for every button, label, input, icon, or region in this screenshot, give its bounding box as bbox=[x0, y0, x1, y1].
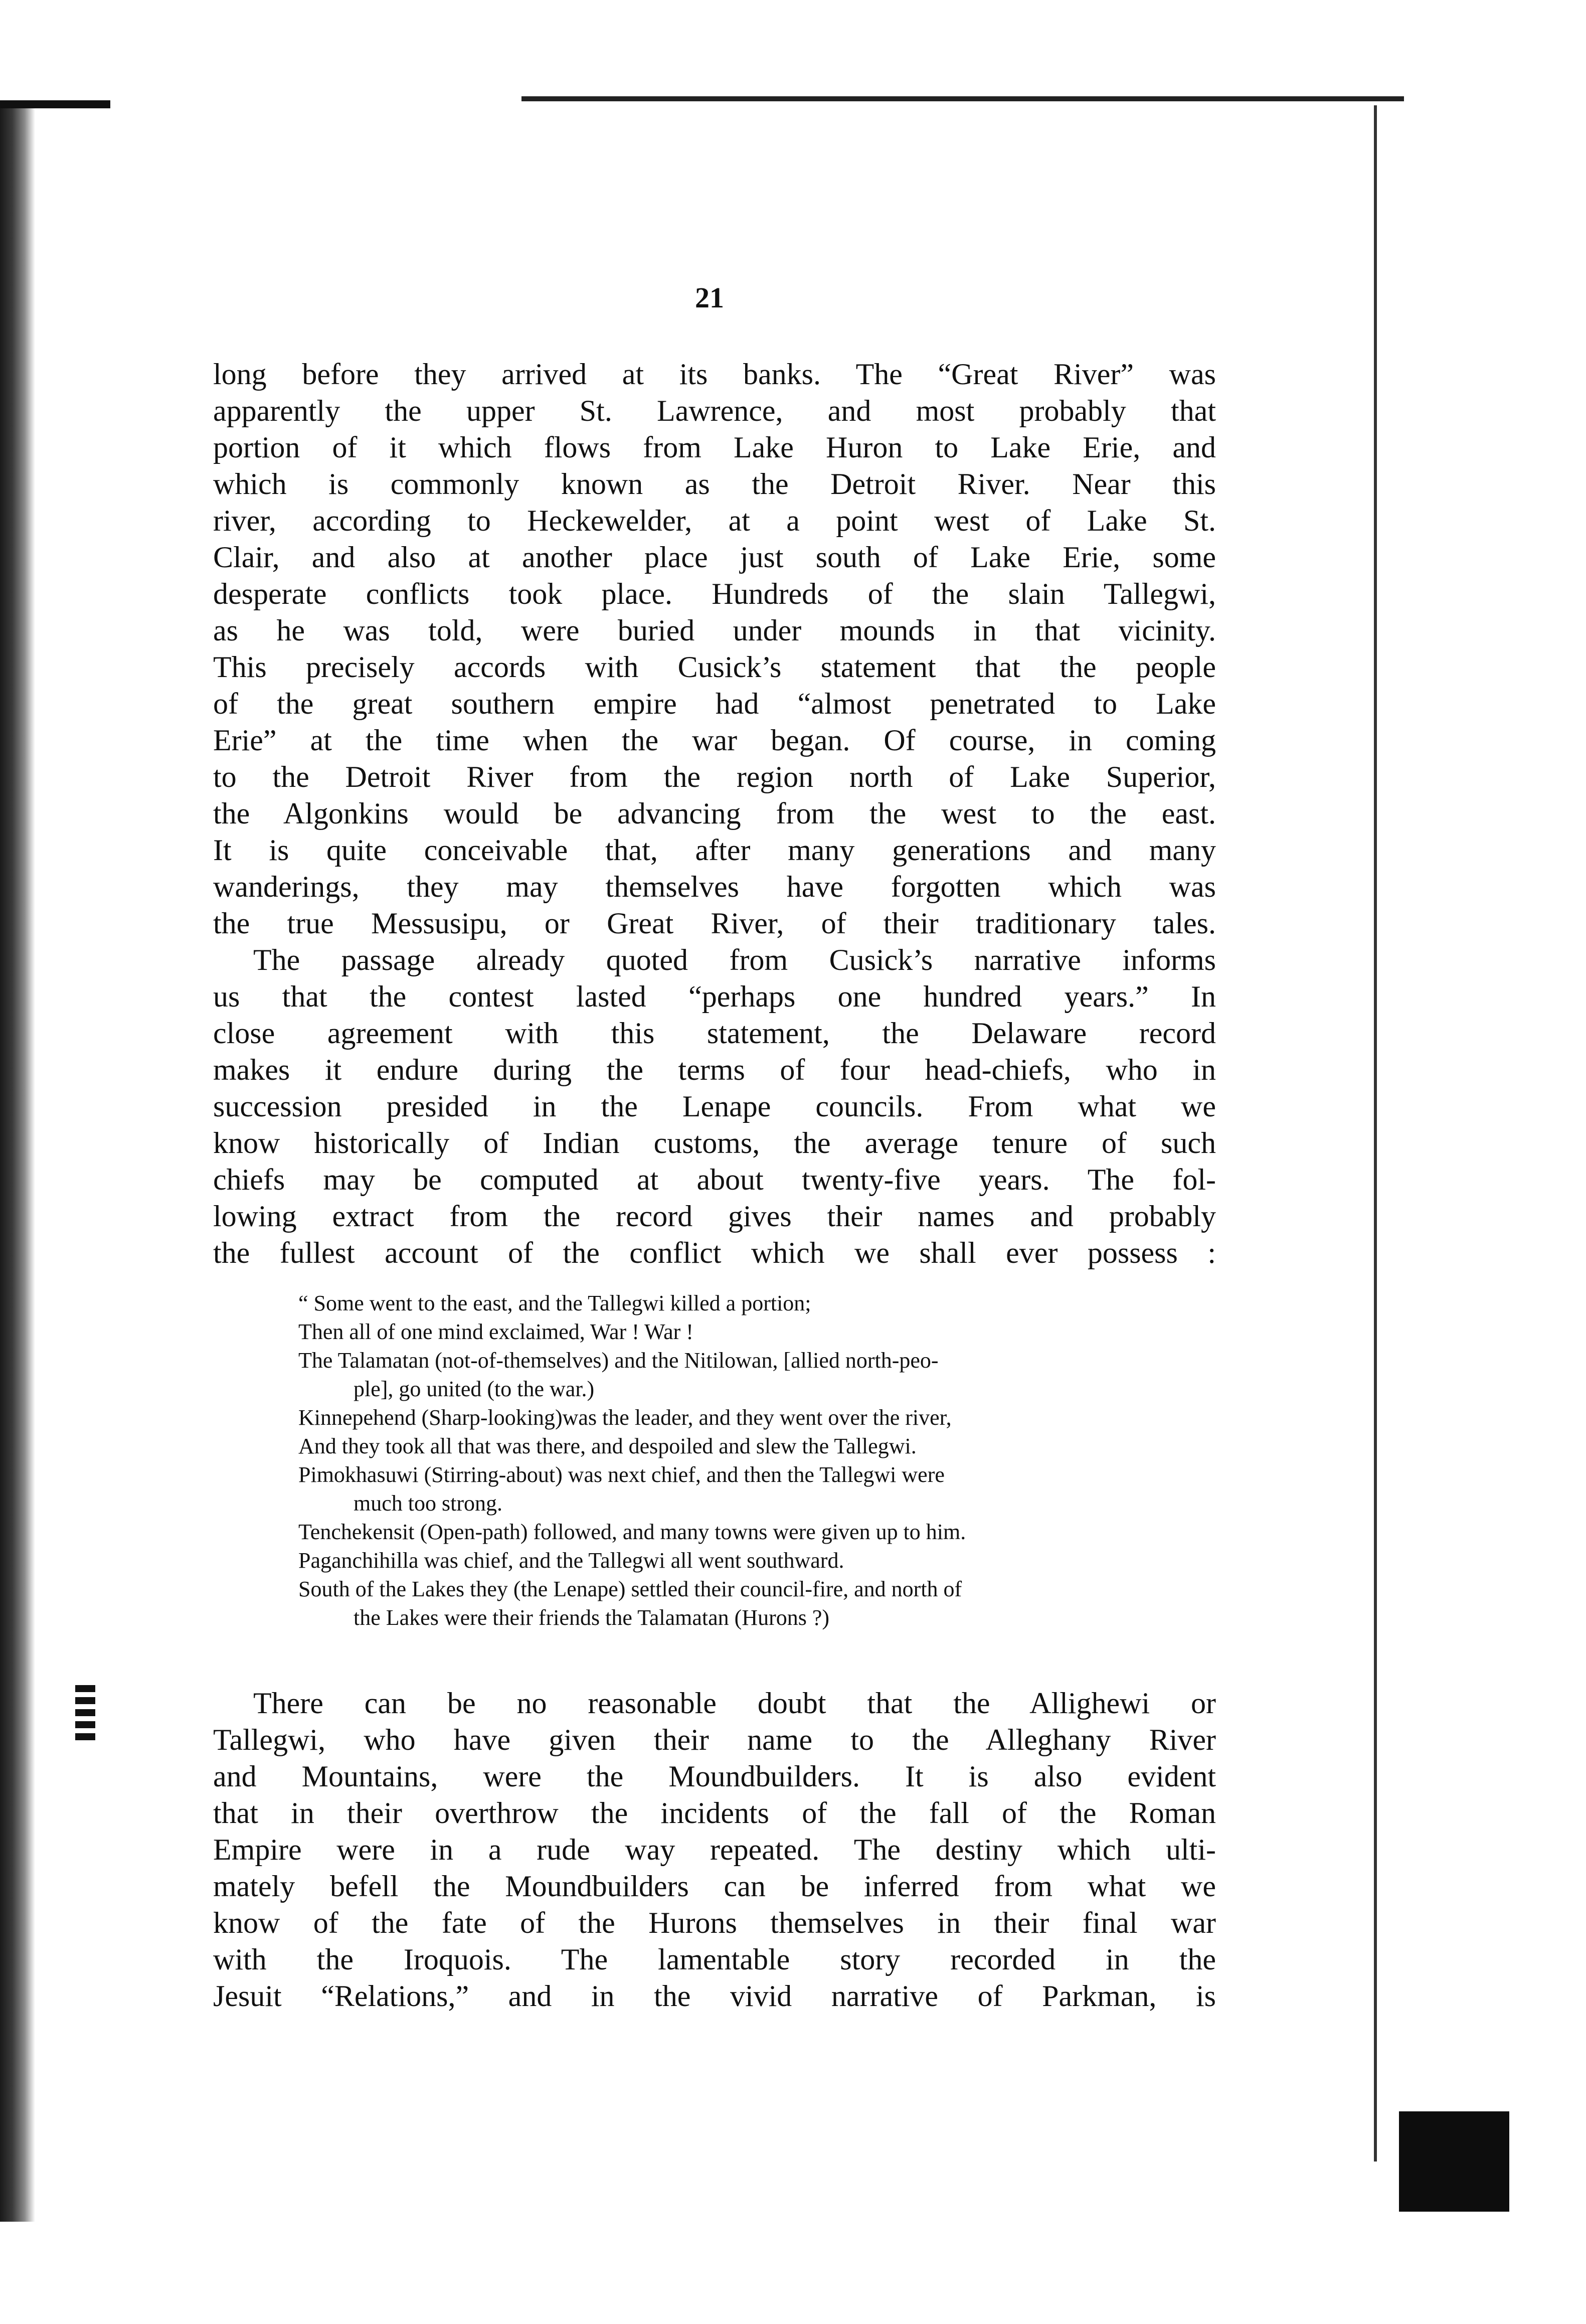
quote-line: Kinnepehend (Sharp-looking)was the leader, and they went over the river, bbox=[298, 1405, 952, 1430]
text-line: with the Iroquois. The lamentable story recorded in the bbox=[213, 1943, 1216, 1976]
text-line: makes it endure during the terms of four head-chiefs, who in bbox=[213, 1053, 1216, 1086]
quote-line: Pimokhasuwi (Stirring-about) was next chief, and then the Tallegwi were bbox=[298, 1462, 945, 1487]
body-paragraph-2 bbox=[213, 1685, 1216, 2015]
text-line: It is quite conceivable that, after many generations and many bbox=[213, 834, 1216, 867]
scan-binding-shadow bbox=[0, 100, 35, 2222]
quote-line: And they took all that was there, and despoiled and slew the Tallegwi. bbox=[298, 1434, 917, 1458]
text-line: wanderings, they may themselves have forgotten which was bbox=[213, 870, 1216, 903]
text-line: us that the contest lasted “perhaps one hundred years.” In bbox=[213, 980, 1216, 1013]
text-line: the true Messusipu, or Great River, of their traditionary tales. bbox=[213, 907, 1216, 940]
text-line: which is commonly known as the Detroit River. Near this bbox=[213, 467, 1216, 501]
text-line: know of the fate of the Hurons themselves in their final war bbox=[213, 1906, 1216, 1939]
text-line: lowing extract from the record gives their names and probably bbox=[213, 1200, 1216, 1233]
text-line: long before they arrived at its banks. The “Great River” was bbox=[213, 358, 1216, 391]
text-line: This precisely accords with Cusick’s statement that the people bbox=[213, 650, 1216, 684]
text-line: Jesuit “Relations,” and in the vivid narrative of Parkman, is bbox=[213, 1979, 1216, 2013]
text-line: There can be no reasonable doubt that the Allighewi or bbox=[253, 1687, 1216, 1720]
scan-page-edge bbox=[1374, 105, 1387, 2162]
text-line: the fullest account of the conflict which we shall ever possess : bbox=[213, 1236, 1216, 1269]
text-line: Erie” at the time when the war began. Of course, in coming bbox=[213, 724, 1216, 757]
text-line: of the great southern empire had “almost penetrated to Lake bbox=[213, 687, 1216, 720]
text-line: Tallegwi, who have given their name to the Alleghany River bbox=[213, 1723, 1216, 1756]
scan-corner-blot bbox=[1399, 2111, 1509, 2212]
text-line: The passage already quoted from Cusick’s narrative informs bbox=[253, 943, 1216, 976]
quoted-extract bbox=[298, 1289, 1226, 1632]
quote-line: the Lakes were their friends the Talamatan (Hurons ?) bbox=[354, 1605, 830, 1630]
quote-line: Then all of one mind exclaimed, War ! War ! bbox=[298, 1319, 693, 1344]
text-line: close agreement with this statement, the Delaware record bbox=[213, 1017, 1216, 1050]
page-number: 21 bbox=[695, 281, 724, 314]
body-paragraph-1 bbox=[213, 356, 1216, 1271]
text-line: to the Detroit River from the region north of Lake Superior, bbox=[213, 760, 1216, 793]
quote-line: Tenchekensit (Open-path) followed, and many towns were given up to him. bbox=[298, 1520, 966, 1544]
text-line: as he was told, were buried under mounds in that vicinity. bbox=[213, 614, 1216, 647]
scan-corner-mark bbox=[0, 100, 110, 108]
text-line: and Mountains, were the Moundbuilders. It is also evident bbox=[213, 1760, 1216, 1793]
scan-margin-mark bbox=[75, 1685, 95, 1740]
text-line: desperate conflicts took place. Hundreds of the slain Tallegwi, bbox=[213, 577, 1216, 610]
text-line: Clair, and also at another place just south of Lake Erie, some bbox=[213, 541, 1216, 574]
text-line: succession presided in the Lenape councils. From what we bbox=[213, 1090, 1216, 1123]
text-line: portion of it which flows from Lake Huron to Lake Erie, and bbox=[213, 431, 1216, 464]
text-line: know historically of Indian customs, the average tenure of such bbox=[213, 1126, 1216, 1159]
text-line: chiefs may be computed at about twenty-five years. The fol- bbox=[213, 1163, 1216, 1196]
text-line: apparently the upper St. Lawrence, and most probably that bbox=[213, 394, 1216, 427]
quote-line: much too strong. bbox=[354, 1491, 502, 1516]
quote-line: The Talamatan (not-of-themselves) and the Nitilowan, [allied north-peo- bbox=[298, 1348, 939, 1373]
quote-line: “ Some went to the east, and the Tallegwi killed a portion; bbox=[298, 1291, 811, 1315]
quote-line: Paganchihilla was chief, and the Tallegwi all went southward. bbox=[298, 1548, 844, 1573]
text-line: river, according to Heckewelder, at a point west of Lake St. bbox=[213, 504, 1216, 537]
text-line: that in their overthrow the incidents of the fall of the Roman bbox=[213, 1796, 1216, 1830]
text-line: the Algonkins would be advancing from the west to the east. bbox=[213, 797, 1216, 830]
quote-line: ple], go united (to the war.) bbox=[354, 1377, 595, 1401]
text-line: Empire were in a rude way repeated. The destiny which ulti- bbox=[213, 1833, 1216, 1866]
quote-line: South of the Lakes they (the Lenape) settled their council-fire, and north of bbox=[298, 1577, 962, 1601]
text-line: mately befell the Moundbuilders can be inferred from what we bbox=[213, 1870, 1216, 1903]
scan-top-rule bbox=[521, 96, 1404, 101]
